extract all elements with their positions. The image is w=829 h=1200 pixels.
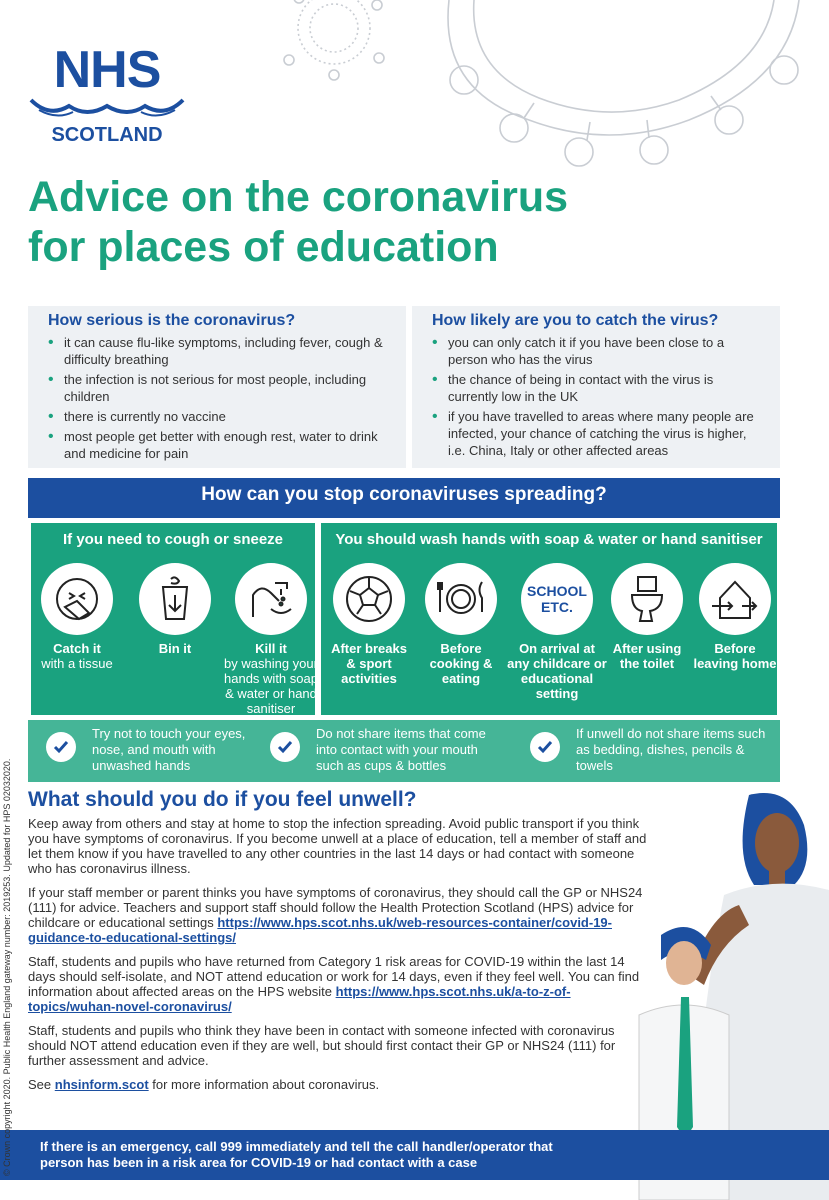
hps-guidance-link[interactable]: https://www.hps.scot.nhs.uk/web-resources-container/covid-19-guidance-to-educational-settings/ bbox=[28, 915, 612, 945]
handwash-icon bbox=[235, 563, 307, 635]
action-sublabel: with a tissue bbox=[41, 656, 113, 671]
bin-icon bbox=[139, 563, 211, 635]
stop-spreading-banner: How can you stop coronaviruses spreading? bbox=[28, 478, 780, 518]
tips-strip bbox=[28, 720, 780, 782]
before-cooking-action bbox=[417, 563, 505, 686]
likely-heading: How likely are you to catch the virus? bbox=[432, 312, 719, 329]
cough-heading: If you need to cough or sneeze bbox=[62, 531, 284, 548]
action-label: After breaks & sport activities bbox=[331, 641, 407, 686]
toilet-icon bbox=[611, 563, 683, 635]
paragraph bbox=[28, 1077, 650, 1092]
paragraph-text: for more information about coronavirus. bbox=[148, 1077, 380, 1092]
action-label: Before cooking & eating bbox=[429, 641, 493, 686]
action-label: After using the toilet bbox=[612, 641, 682, 671]
check-icon bbox=[46, 732, 76, 762]
hps-topics-link[interactable]: https://www.hps.scot.nhs.uk/a-to-z-of-topics/wuhan-novel-coronavirus/ bbox=[28, 984, 571, 1014]
tip-item bbox=[576, 726, 766, 774]
paragraph-text: If your staff member or parent thinks you have symptoms of coronavirus, they should call the GP or NHS24 (111) for advice. Teachers and support staff should follow the Health Protection Scotland (HPS) advice for childcare or educational settings bbox=[28, 885, 643, 930]
waves-icon bbox=[29, 96, 185, 120]
action-label: Kill it bbox=[255, 641, 287, 656]
house-icon bbox=[699, 563, 771, 635]
on-arrival-action bbox=[507, 563, 607, 701]
football-icon bbox=[333, 563, 405, 635]
action-label: Bin it bbox=[158, 641, 192, 656]
emergency-line-2: person has been in a risk area for COVID-19 or had contact with a case bbox=[40, 1155, 478, 1170]
tip-text: Do not share items that come into contact with your mouth such as cups & bottles bbox=[316, 726, 486, 773]
paragraph: Keep away from others and stay at home to stop the infection spreading. Avoid public transport if you think you have symptoms of coronavirus. If you become unwell at a place of education, tell a member of staff and let them know if you have travelled to any other countries in the last 14 days or had contact with someone who has coronavirus illness. bbox=[28, 816, 647, 876]
action-label: On arrival at any childcare or educational setting bbox=[507, 641, 607, 701]
before-leaving-action bbox=[691, 563, 779, 671]
nhsinform-link[interactable]: nhsinform.scot bbox=[54, 1077, 149, 1092]
page-title bbox=[28, 172, 568, 272]
serious-panel bbox=[28, 306, 406, 468]
paragraph: Staff, students and pupils who think they have been in contact with someone infected with coronavirus should NOT attend education even if they are well, but should first contact their GP or NHS24 (111) for further assessment and advice. bbox=[28, 1023, 616, 1068]
paragraph bbox=[28, 954, 650, 1014]
logo-scotland-text: SCOTLAND bbox=[51, 124, 163, 146]
action-label: Catch it bbox=[53, 641, 101, 656]
kill-it-action bbox=[223, 563, 319, 716]
school-icon-text-1: SCHOOL bbox=[527, 583, 587, 599]
school-icon-text-2: ETC. bbox=[541, 599, 573, 615]
emergency-banner bbox=[0, 1130, 829, 1180]
tip-item bbox=[92, 726, 262, 774]
likely-panel bbox=[412, 306, 780, 468]
bin-it-action bbox=[131, 563, 219, 656]
wash-hands-box bbox=[318, 520, 780, 718]
list-item: • the infection is not serious for most people, including children bbox=[48, 371, 388, 405]
title-line-1: Advice on the coronavirus bbox=[28, 173, 569, 221]
list-item: • most people get better with enough rest, water to drink and medicine for pain bbox=[48, 428, 388, 462]
action-sublabel: by washing your hands with soap & water or hand sanitiser bbox=[224, 656, 318, 716]
tip-text: If unwell do not share items such as bedding, dishes, pencils & towels bbox=[576, 726, 766, 773]
tissue-face-icon bbox=[41, 563, 113, 635]
nhs-scotland-logo bbox=[28, 41, 186, 147]
virus-illustration bbox=[269, 0, 829, 170]
logo-nhs-text: NHS bbox=[53, 41, 161, 99]
unwell-body bbox=[28, 816, 650, 1101]
plate-icon bbox=[425, 563, 497, 635]
copyright-text: © Crown copyright 2020. Public Health England gateway number: 2019253. Updated for HPS 02032020. bbox=[2, 758, 12, 1176]
school-icon bbox=[521, 563, 593, 635]
wash-heading: You should wash hands with soap & water or hand sanitiser bbox=[335, 531, 763, 548]
paragraph bbox=[28, 885, 650, 945]
unwell-heading: What should you do if you feel unwell? bbox=[28, 788, 417, 811]
list-item: • there is currently no vaccine bbox=[48, 408, 388, 425]
check-icon bbox=[530, 732, 560, 762]
cough-sneeze-box bbox=[28, 520, 318, 718]
list-item: • the chance of being in contact with the virus is currently low in the UK bbox=[432, 371, 762, 405]
tip-item bbox=[316, 726, 501, 774]
list-item: • if you have travelled to areas where many people are infected, your chance of catching the virus is higher, i.e. China, Italy or other affected areas bbox=[432, 408, 762, 459]
tip-text: Try not to touch your eyes, nose, and mouth with unwashed hands bbox=[92, 726, 246, 773]
emergency-line-1: If there is an emergency, call 999 immediately and tell the call handler/operator that bbox=[40, 1139, 553, 1154]
paragraph-text: Staff, students and pupils who have returned from Category 1 risk areas for COVID-19 within the last 14 days should self-isolate, and NOT attend education or work for 14 days, even if they feel well. You can find information about affected areas on the HPS website bbox=[28, 954, 640, 999]
serious-heading: How serious is the coronavirus? bbox=[48, 312, 296, 329]
action-label: Before leaving home bbox=[693, 641, 777, 671]
list-item: • you can only catch it if you have been close to a person who has the virus bbox=[432, 334, 762, 368]
check-icon bbox=[270, 732, 300, 762]
after-breaks-action bbox=[325, 563, 413, 686]
after-toilet-action bbox=[603, 563, 691, 671]
catch-it-action bbox=[33, 563, 121, 671]
title-line-2: for places of education bbox=[28, 223, 499, 271]
paragraph-text: See bbox=[28, 1077, 55, 1092]
list-item: • it can cause flu-like symptoms, including fever, cough & difficulty breathing bbox=[48, 334, 388, 368]
